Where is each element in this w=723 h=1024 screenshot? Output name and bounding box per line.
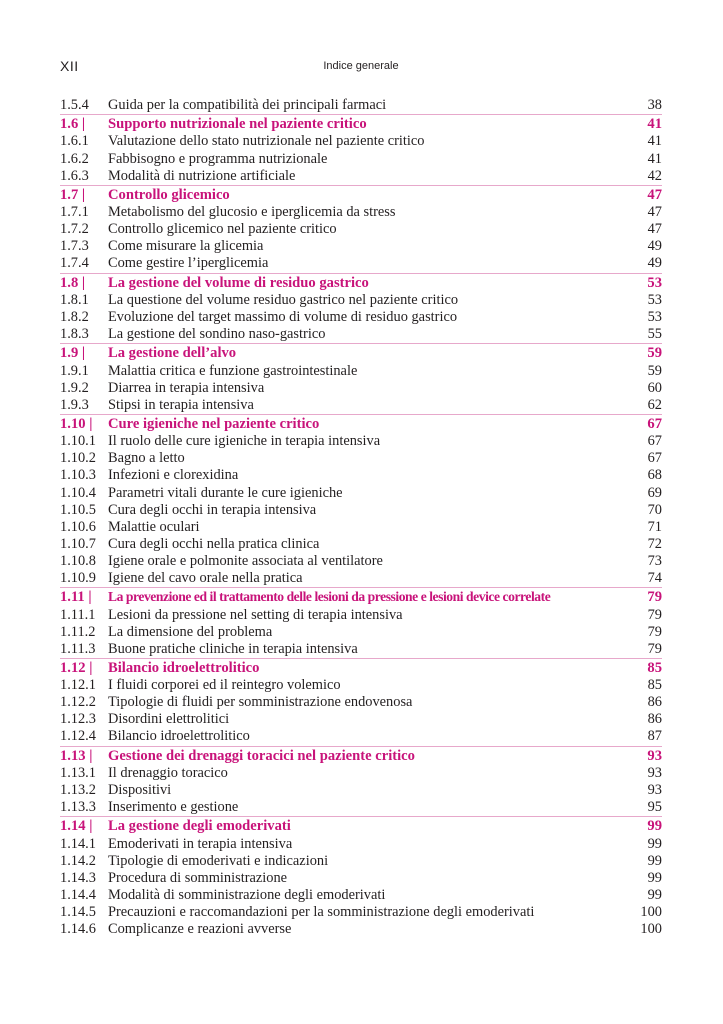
- toc-entry-number: 1.10.3: [60, 467, 96, 484]
- toc-entry-row: [60, 168, 662, 185]
- toc-entry-row: [60, 433, 662, 450]
- toc-entry-row: [60, 624, 662, 641]
- toc-entry-number: 1.6.1: [60, 133, 89, 150]
- toc-entry-title: Controllo glicemico: [108, 186, 230, 203]
- toc-entry-row: [60, 309, 662, 326]
- toc-entry-row: [60, 221, 662, 238]
- toc-entry-title: La gestione degli emoderivati: [108, 818, 291, 835]
- toc-entry-number: 1.14.1: [60, 835, 96, 852]
- toc-entry-row: [60, 536, 662, 553]
- toc-entry-title: Cura degli occhi nella pratica clinica: [108, 535, 320, 552]
- toc-entry-title: Infezioni e clorexidina: [108, 467, 239, 484]
- toc-section-row: [60, 746, 662, 765]
- toc-entry-title: Supporto nutrizionale nel paziente critico: [108, 116, 367, 133]
- toc-entry-page: 72: [647, 535, 662, 552]
- toc-entry-row: [60, 133, 662, 150]
- toc-entry-row: [60, 380, 662, 397]
- toc-entry-number: 1.7 |: [60, 186, 86, 203]
- toc-entry-row: [60, 887, 662, 904]
- toc-entry-page: 47: [647, 186, 662, 203]
- toc-entry-number: 1.13.1: [60, 764, 96, 781]
- toc-entry-row: [60, 397, 662, 414]
- toc-entry-page: 99: [647, 835, 662, 852]
- toc-entry-page: 49: [647, 238, 662, 255]
- toc-entry-page: 42: [647, 167, 662, 184]
- toc-entry-page: 67: [647, 415, 662, 432]
- toc-entry-page: 68: [647, 467, 662, 484]
- toc-entry-title: La prevenzione ed il trattamento delle lesioni da pressione e lesioni device correlate: [108, 589, 551, 605]
- toc-section-row: [60, 587, 662, 606]
- toc-entry-page: 71: [647, 518, 662, 535]
- toc-entry-page: 67: [647, 433, 662, 450]
- toc-entry-title: Igiene del cavo orale nella pratica: [108, 570, 303, 587]
- toc-entry-row: [60, 292, 662, 309]
- toc-entry-page: 38: [647, 97, 662, 113]
- toc-entry-row: [60, 467, 662, 484]
- toc-entry-page: 41: [647, 150, 662, 167]
- toc-entry-row: [60, 677, 662, 694]
- toc-entry-number: 1.9.1: [60, 362, 89, 379]
- toc-entry-title: Diarrea in terapia intensiva: [108, 379, 265, 396]
- toc-entry-page: 100: [640, 921, 662, 938]
- toc-section-row: [60, 185, 662, 204]
- toc-section-row: [60, 816, 662, 835]
- toc-entry-number: 1.10.5: [60, 501, 96, 518]
- toc-entry-page: 73: [647, 552, 662, 569]
- toc-entry-number: 1.8.1: [60, 291, 89, 308]
- toc-entry-number: 1.12.3: [60, 711, 96, 728]
- toc-entry-page: 49: [647, 255, 662, 272]
- toc-entry-number: 1.10.1: [60, 433, 96, 450]
- toc-entry-number: 1.7.3: [60, 238, 89, 255]
- toc-entry-number: 1.5.4: [60, 97, 89, 113]
- toc-entry-number: 1.10.9: [60, 570, 96, 587]
- toc-entry-title: Metabolismo del glucosio e iperglicemia da stress: [108, 204, 396, 221]
- toc-entry-row: [60, 782, 662, 799]
- toc-entry-row: [60, 870, 662, 887]
- toc-entry-page: 79: [647, 589, 662, 606]
- page-number: XII: [60, 58, 79, 74]
- toc-entry-page: 79: [647, 623, 662, 640]
- toc-entry-row: [60, 641, 662, 658]
- toc-entry-page: 93: [647, 782, 662, 799]
- toc-entry-number: 1.14.3: [60, 869, 96, 886]
- toc-entry-page: 95: [647, 799, 662, 816]
- toc-entry-title: Malattia critica e funzione gastrointestinale: [108, 362, 358, 379]
- toc-entry-row: [60, 904, 662, 921]
- toc-entry-row: [60, 363, 662, 380]
- toc-entry-title: Il ruolo delle cure igieniche in terapia intensiva: [108, 433, 381, 450]
- toc-entry-title: Valutazione dello stato nutrizionale nel paziente critico: [108, 133, 425, 150]
- toc-entry-number: 1.13.2: [60, 782, 96, 799]
- toc-entry-row: [60, 151, 662, 168]
- toc-entry-page: 60: [647, 379, 662, 396]
- toc-entry-title: Tipologie di fluidi per somministrazione endovenosa: [108, 694, 413, 711]
- toc-entry-row: [60, 765, 662, 782]
- toc-entry-page: 41: [647, 133, 662, 150]
- toc-entry-title: Emoderivati in terapia intensiva: [108, 835, 293, 852]
- toc-entry-page: 93: [647, 747, 662, 764]
- toc-entry-row: [60, 921, 662, 938]
- toc-entry-number: 1.8.2: [60, 309, 89, 326]
- toc-entry-row: [60, 97, 662, 114]
- running-title: Indice generale: [323, 60, 399, 72]
- toc-entry-title: Disordini elettrolitici: [108, 711, 230, 728]
- toc-entry-page: 55: [647, 326, 662, 343]
- toc-entry-row: [60, 836, 662, 853]
- toc-entry-title: Dispositivi: [108, 782, 172, 799]
- toc-entry-number: 1.14 |: [60, 818, 93, 835]
- toc-entry-page: 100: [640, 903, 662, 920]
- toc-entry-title: Il drenaggio toracico: [108, 764, 228, 781]
- toc-entry-number: 1.8 |: [60, 274, 86, 291]
- toc-entry-title: Modalità di nutrizione artificiale: [108, 167, 296, 184]
- toc-entry-row: [60, 694, 662, 711]
- toc-entry-number: 1.6.2: [60, 150, 89, 167]
- toc-entry-title: Gestione dei drenaggi toracici nel paziente critico: [108, 747, 415, 764]
- toc-entry-title: I fluidi corporei ed il reintegro volemico: [108, 677, 341, 694]
- toc-entry-title: Fabbisogno e programma nutrizionale: [108, 150, 328, 167]
- toc-entry-row: [60, 519, 662, 536]
- toc-entry-number: 1.10.6: [60, 518, 96, 535]
- toc-entry-title: Procedura di somministrazione: [108, 869, 288, 886]
- toc-entry-number: 1.9.3: [60, 396, 89, 413]
- toc-entry-title: La dimensione del problema: [108, 623, 273, 640]
- toc-entry-row: [60, 450, 662, 467]
- toc-entry-number: 1.6 |: [60, 116, 86, 133]
- toc-entry-page: 53: [647, 274, 662, 291]
- toc-entry-title: Stipsi in terapia intensiva: [108, 396, 254, 413]
- toc-entry-page: 85: [647, 677, 662, 694]
- toc-entry-page: 41: [647, 116, 662, 133]
- toc-entry-number: 1.10.8: [60, 552, 96, 569]
- toc-entry-page: 86: [647, 711, 662, 728]
- page-header: [60, 58, 662, 78]
- toc-entry-page: 47: [647, 221, 662, 238]
- toc-section-row: [60, 114, 662, 133]
- toc-entry-page: 53: [647, 309, 662, 326]
- toc-entry-number: 1.12.4: [60, 728, 96, 745]
- toc-entry-page: 67: [647, 450, 662, 467]
- toc-entry-number: 1.7.2: [60, 221, 89, 238]
- toc-entry-title: Guida per la compatibilità dei principali farmaci: [108, 97, 387, 113]
- toc-entry-title: La gestione del sondino naso-gastrico: [108, 326, 326, 343]
- toc-entry-row: [60, 553, 662, 570]
- toc-entry-number: 1.8.3: [60, 326, 89, 343]
- toc-entry-number: 1.12.1: [60, 677, 96, 694]
- toc-entry-row: [60, 728, 662, 745]
- toc-entry-page: 70: [647, 501, 662, 518]
- toc-entry-row: [60, 485, 662, 502]
- toc-entry-page: 47: [647, 204, 662, 221]
- toc-entry-row: [60, 502, 662, 519]
- toc-entry-page: 85: [647, 659, 662, 676]
- toc-entry-number: 1.11.3: [60, 640, 96, 657]
- toc-entry-page: 74: [647, 570, 662, 587]
- toc-entry-number: 1.12.2: [60, 694, 96, 711]
- table-of-contents: [60, 97, 662, 938]
- toc-entry-title: Parametri vitali durante le cure igieniche: [108, 484, 343, 501]
- toc-entry-page: 99: [647, 818, 662, 835]
- toc-entry-title: Bilancio idroelettrolitico: [108, 728, 250, 745]
- toc-entry-title: Modalità di somministrazione degli emoderivati: [108, 886, 386, 903]
- toc-entry-title: Come gestire l’iperglicemia: [108, 255, 269, 272]
- toc-entry-title: Complicanze e reazioni avverse: [108, 921, 292, 938]
- toc-entry-page: 79: [647, 640, 662, 657]
- toc-entry-title: Buone pratiche cliniche in terapia intensiva: [108, 640, 358, 657]
- toc-entry-title: La questione del volume residuo gastrico nel paziente critico: [108, 291, 459, 308]
- toc-entry-page: 99: [647, 852, 662, 869]
- toc-entry-title: La gestione del volume di residuo gastrico: [108, 274, 369, 291]
- toc-entry-row: [60, 853, 662, 870]
- toc-entry-page: 53: [647, 291, 662, 308]
- toc-entry-number: 1.10 |: [60, 415, 93, 432]
- toc-entry-row: [60, 711, 662, 728]
- toc-entry-title: Lesioni da pressione nel setting di terapia intensiva: [108, 606, 403, 623]
- toc-entry-number: 1.6.3: [60, 167, 89, 184]
- toc-entry-page: 86: [647, 694, 662, 711]
- toc-entry-number: 1.9.2: [60, 379, 89, 396]
- toc-entry-number: 1.7.1: [60, 204, 89, 221]
- toc-entry-title: La gestione dell’alvo: [108, 345, 237, 362]
- toc-entry-title: Cura degli occhi in terapia intensiva: [108, 501, 317, 518]
- toc-section-row: [60, 273, 662, 292]
- toc-entry-number: 1.10.4: [60, 484, 96, 501]
- toc-entry-row: [60, 204, 662, 221]
- toc-entry-number: 1.11 |: [60, 589, 92, 606]
- toc-entry-title: Controllo glicemico nel paziente critico: [108, 221, 337, 238]
- toc-entry-title: Bilancio idroelettrolitico: [108, 659, 260, 676]
- toc-entry-number: 1.11.1: [60, 606, 96, 623]
- toc-entry-row: [60, 255, 662, 272]
- toc-entry-page: 99: [647, 886, 662, 903]
- toc-entry-title: Igiene orale e polmonite associata al ventilatore: [108, 552, 383, 569]
- toc-section-row: [60, 658, 662, 677]
- toc-entry-title: Cure igieniche nel paziente critico: [108, 415, 320, 432]
- toc-entry-title: Malattie oculari: [108, 518, 200, 535]
- toc-entry-page: 93: [647, 764, 662, 781]
- toc-entry-row: [60, 607, 662, 624]
- toc-entry-page: 59: [647, 345, 662, 362]
- toc-entry-title: Tipologie di emoderivati e indicazioni: [108, 852, 329, 869]
- toc-entry-row: [60, 799, 662, 816]
- toc-entry-row: [60, 570, 662, 587]
- toc-section-row: [60, 343, 662, 362]
- toc-entry-number: 1.7.4: [60, 255, 89, 272]
- toc-entry-title: Bagno a letto: [108, 450, 185, 467]
- toc-entry-number: 1.13.3: [60, 799, 96, 816]
- toc-entry-row: [60, 326, 662, 343]
- toc-entry-row: [60, 238, 662, 255]
- toc-entry-number: 1.10.2: [60, 450, 96, 467]
- toc-entry-title: Inserimento e gestione: [108, 799, 239, 816]
- toc-entry-number: 1.12 |: [60, 659, 93, 676]
- toc-entry-number: 1.14.6: [60, 921, 96, 938]
- toc-entry-number: 1.11.2: [60, 623, 96, 640]
- toc-entry-page: 69: [647, 484, 662, 501]
- toc-entry-number: 1.14.5: [60, 903, 96, 920]
- toc-entry-page: 59: [647, 362, 662, 379]
- toc-entry-page: 79: [647, 606, 662, 623]
- toc-section-row: [60, 414, 662, 433]
- toc-entry-number: 1.9 |: [60, 345, 86, 362]
- toc-entry-title: Evoluzione del target massimo di volume di residuo gastrico: [108, 309, 458, 326]
- toc-entry-title: Precauzioni e raccomandazioni per la somministrazione degli emoderivati: [108, 903, 535, 920]
- toc-entry-page: 62: [647, 396, 662, 413]
- toc-entry-page: 87: [647, 728, 662, 745]
- toc-entry-number: 1.14.2: [60, 852, 96, 869]
- toc-entry-page: 99: [647, 869, 662, 886]
- toc-entry-number: 1.14.4: [60, 886, 96, 903]
- toc-entry-title: Come misurare la glicemia: [108, 238, 264, 255]
- toc-entry-number: 1.10.7: [60, 535, 96, 552]
- toc-entry-number: 1.13 |: [60, 747, 93, 764]
